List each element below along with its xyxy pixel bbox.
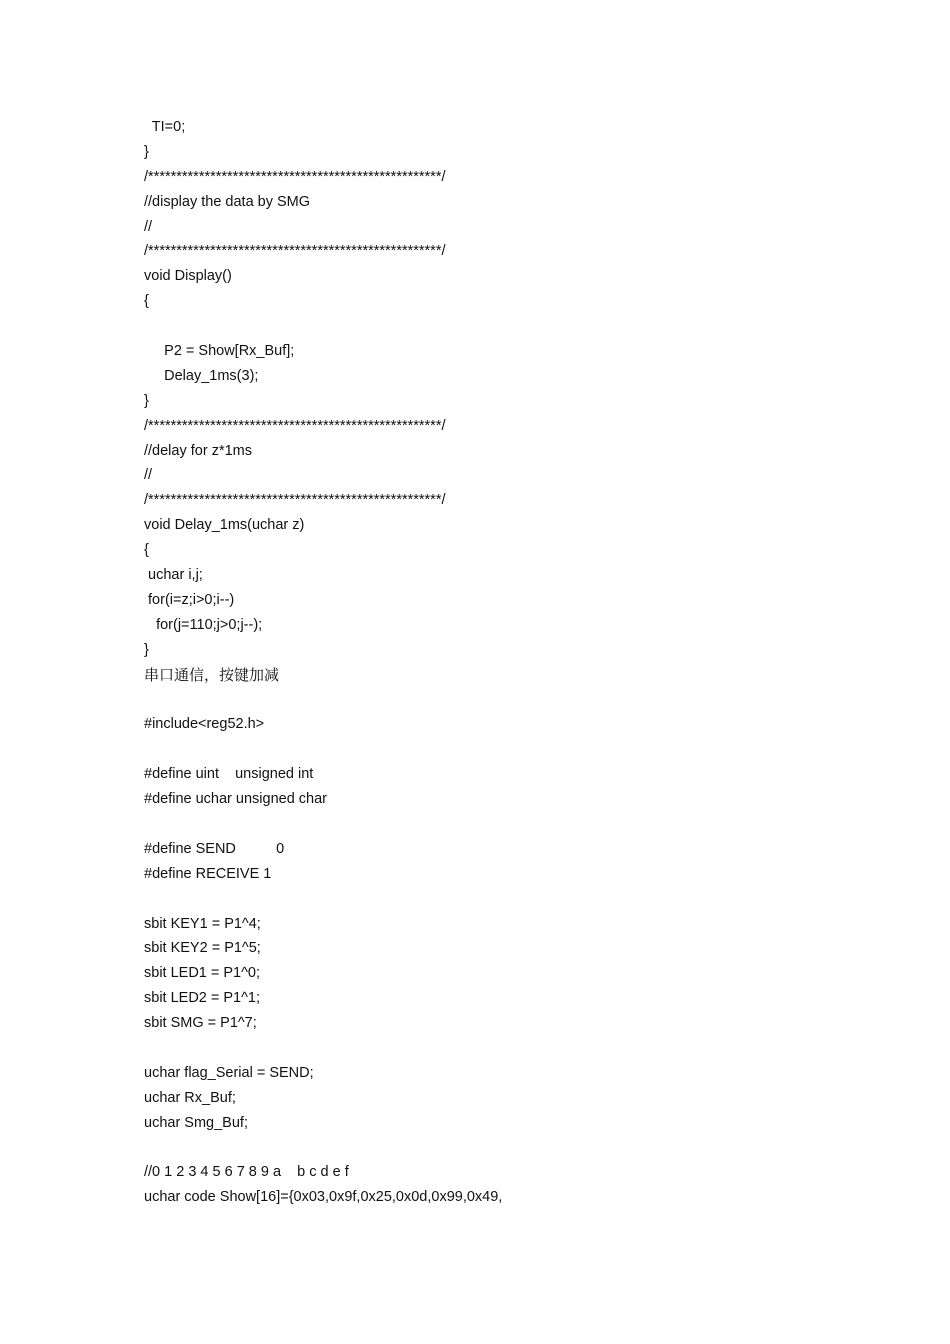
code-line: /****************************************************/ bbox=[144, 168, 446, 185]
code-line: //delay for z*1ms bbox=[144, 442, 252, 459]
code-line: { bbox=[144, 293, 149, 310]
code-line: for(i=z;i>0;i--) bbox=[144, 591, 235, 608]
code-line bbox=[144, 1036, 844, 1061]
code-line: // bbox=[144, 218, 153, 235]
code-line: //display the data by SMG bbox=[144, 193, 311, 210]
code-line: uchar flag_Serial = SEND; bbox=[144, 1064, 314, 1081]
code-line: { bbox=[144, 542, 149, 559]
code-line bbox=[144, 737, 844, 762]
code-line: } bbox=[144, 641, 149, 658]
code-listing bbox=[144, 115, 844, 1210]
code-line bbox=[144, 687, 844, 712]
code-line: uchar Rx_Buf; bbox=[144, 1089, 236, 1106]
code-line: void Delay_1ms(uchar z) bbox=[144, 517, 305, 534]
code-line: // bbox=[144, 467, 153, 484]
code-line: sbit LED1 = P1^0; bbox=[144, 965, 261, 982]
code-line: #define uchar unsigned char bbox=[144, 791, 327, 808]
code-line: TI=0; bbox=[144, 119, 186, 135]
code-line: #define RECEIVE 1 bbox=[144, 865, 272, 882]
code-line: //0 1 2 3 4 5 6 7 8 9 a b c d e f bbox=[144, 1164, 349, 1181]
code-line bbox=[144, 812, 844, 837]
code-line: uchar code Show[16]={0x03,0x9f,0x25,0x0d,0x99,0x49, bbox=[144, 1189, 503, 1206]
code-line: /****************************************************/ bbox=[144, 243, 446, 260]
code-line: #define uint unsigned int bbox=[144, 766, 314, 783]
code-line: P2 = Show[Rx_Buf]; bbox=[144, 343, 295, 360]
code-line: for(j=110;j>0;j--); bbox=[144, 616, 263, 633]
code-line: sbit KEY2 = P1^5; bbox=[144, 940, 261, 957]
code-line: /****************************************************/ bbox=[144, 492, 446, 509]
code-line: uchar i,j; bbox=[144, 567, 203, 584]
code-line: sbit LED2 = P1^1; bbox=[144, 990, 261, 1007]
code-line bbox=[144, 887, 844, 912]
code-line: 串口通信，按键加减 bbox=[144, 665, 280, 684]
code-line: void Display() bbox=[144, 268, 232, 285]
code-line: } bbox=[144, 143, 149, 160]
code-line: #define SEND 0 bbox=[144, 840, 285, 857]
code-line: /****************************************************/ bbox=[144, 417, 446, 434]
code-line: sbit SMG = P1^7; bbox=[144, 1015, 257, 1032]
code-line: sbit KEY1 = P1^4; bbox=[144, 915, 261, 932]
code-line: #include<reg52.h> bbox=[144, 716, 265, 733]
code-line bbox=[144, 1136, 844, 1161]
code-line bbox=[144, 314, 844, 339]
code-line: uchar Smg_Buf; bbox=[144, 1114, 248, 1131]
code-line: } bbox=[144, 392, 149, 409]
code-line: Delay_1ms(3); bbox=[144, 367, 259, 384]
